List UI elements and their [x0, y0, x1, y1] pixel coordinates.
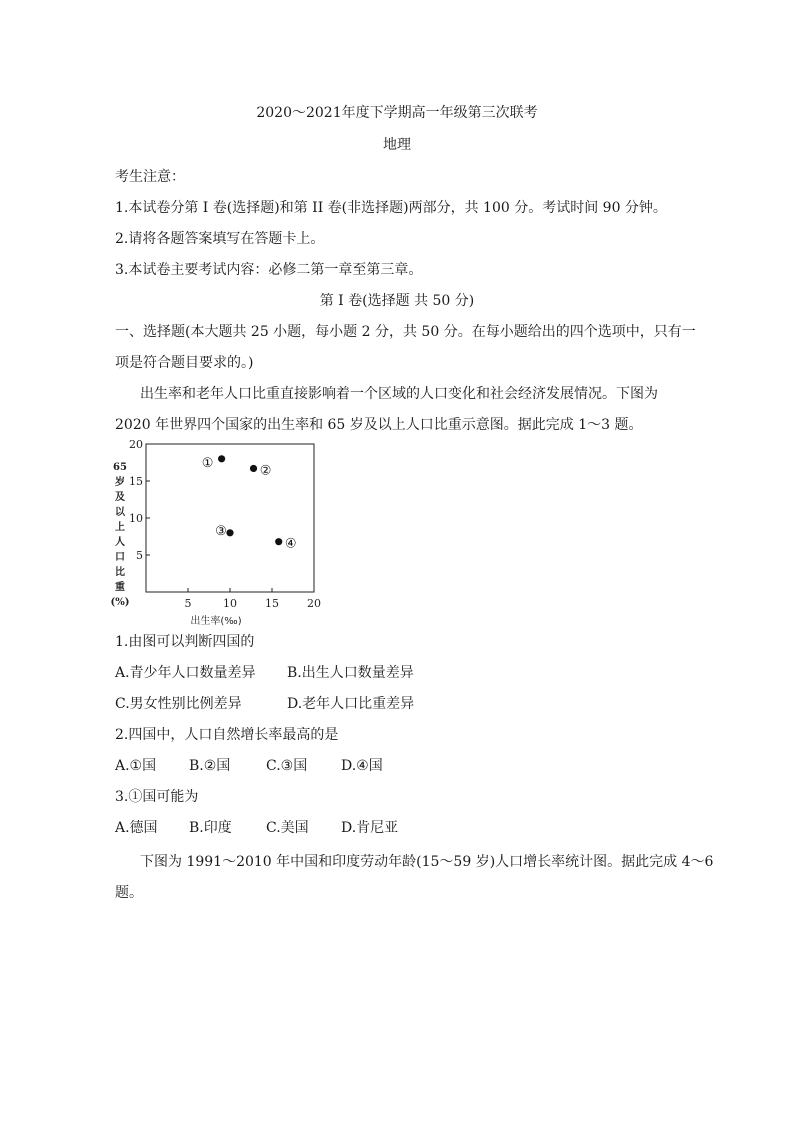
y-axis-label-char: 比 [115, 567, 125, 578]
exam-title: 2020～2021年度下学期高一年级第三次联考 [256, 105, 538, 121]
q2-stem: 2.四国中，人口自然增长率最高的是 [115, 727, 339, 743]
x-tick-label: 5 [184, 597, 192, 610]
data-point-3 [226, 529, 233, 536]
y-tick-label: 15 [129, 475, 143, 488]
q1-option-d: D.老年人口比重差异 [287, 696, 415, 712]
q3-stem: 3.①国可能为 [115, 789, 199, 805]
passage1-line2: 2020 年世界四个国家的出生率和 65 岁及以上人口比重示意图。据此完成 1～3 题。 [115, 417, 643, 433]
subject-title: 地理 [383, 137, 411, 153]
y-axis-label-char: 及 [115, 492, 125, 503]
q1-option-c: C.男女性别比例差异 [115, 696, 242, 712]
q1-stem: 1.由图可以判断四国的 [115, 634, 255, 650]
y-tick-label: 5 [136, 549, 143, 562]
q1-option-a: A.青少年人口数量差异 [115, 665, 256, 681]
y-axis-label-char: (%) [110, 597, 130, 608]
notice-item-2: 2.请将各题答案填写在答题卡上。 [115, 231, 325, 247]
y-axis-label-char: 人 [115, 537, 125, 548]
x-tick-label: 10 [223, 597, 237, 610]
y-axis-label-char: 岁 [115, 477, 125, 488]
q3-option-a: A.德国 [115, 820, 158, 836]
data-point-2 [250, 465, 257, 472]
y-axis-label-char: 上 [115, 522, 125, 533]
section-title: 第 I 卷(选择题 共 50 分) [319, 293, 475, 309]
data-point-label-3: ③ [215, 523, 227, 539]
x-axis-label: 出生率(‰) [190, 616, 242, 627]
data-point-label-2: ② [259, 463, 272, 479]
y-axis-label-char: 以 [115, 507, 125, 518]
q2-option-a: A.①国 [115, 758, 157, 774]
y-tick-label: 10 [129, 512, 143, 525]
notice-heading: 考生注意： [115, 169, 185, 185]
q2-option-d: D.④国 [341, 758, 383, 774]
data-point-label-1: ① [201, 455, 214, 471]
q2-option-c: C.③国 [266, 758, 308, 774]
q3-option-d: D.肯尼亚 [341, 820, 399, 836]
data-point-4 [275, 538, 282, 545]
x-tick-label: 20 [307, 597, 321, 610]
y-axis-label-char: 口 [115, 552, 125, 563]
notice-item-3: 3.本试卷主要考试内容：必修二第一章至第三章。 [115, 262, 423, 278]
data-point-1 [218, 455, 225, 462]
passage1-line1: 出生率和老年人口比重直接影响着一个区域的人口变化和社会经济发展情况。下图为 [140, 386, 658, 402]
y-axis-label-char: 重 [115, 582, 125, 593]
x-tick-label: 15 [265, 597, 279, 610]
section-instruction-line2: 项是符合题目要求的。) [115, 355, 254, 371]
data-point-label-4: ④ [284, 536, 297, 552]
notice-item-1: 1.本试卷分第 I 卷(选择题)和第 II 卷(非选择题)两部分，共 100 分。考试时间 90 分钟。 [115, 200, 667, 216]
plot-frame [146, 444, 314, 592]
q3-option-b: B.印度 [189, 820, 232, 836]
y-tick-label: 20 [129, 440, 143, 451]
passage2-line1: 下图为 1991～2010 年中国和印度劳动年龄(15～59 岁)人口增长率统计图。据此完成 4～6 [140, 854, 714, 870]
q3-option-c: C.美国 [266, 820, 309, 836]
q2-option-b: B.②国 [189, 758, 231, 774]
q1-option-b: B.出生人口数量差异 [287, 665, 414, 681]
section-instruction-line1: 一、选择题(本大题共 25 小题，每小题 2 分，共 50 分。在每小题给出的四个选项中，只有一 [115, 324, 696, 340]
scatter-chart [108, 440, 330, 630]
y-axis-label-char: 65 [113, 462, 127, 473]
passage2-line2: 题。 [115, 885, 143, 901]
